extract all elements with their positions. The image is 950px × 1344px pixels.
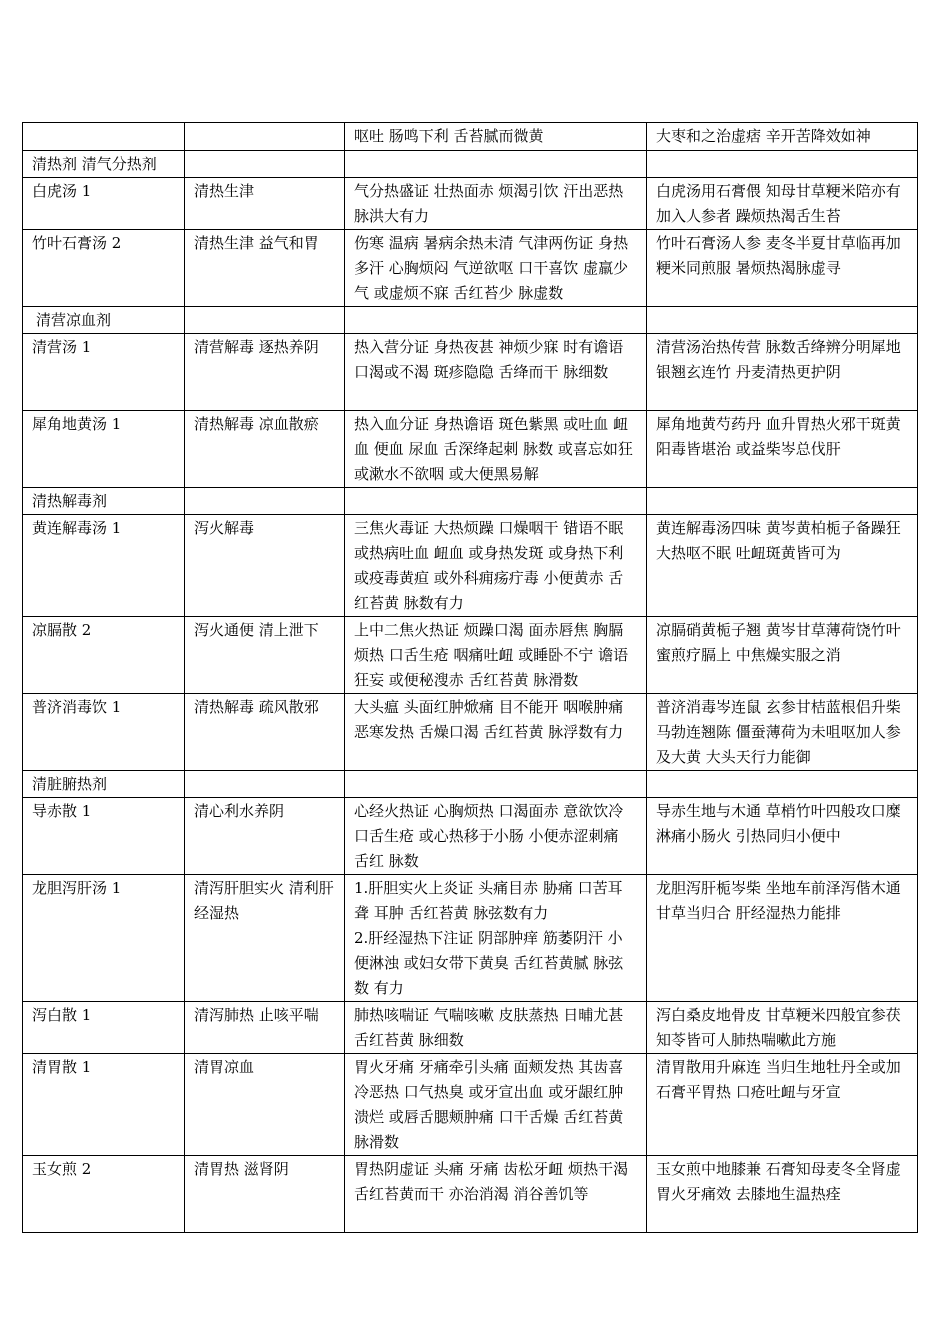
table-row xyxy=(23,875,918,1002)
formula-name-cell: 泻白散 1 xyxy=(23,1002,185,1054)
section-row xyxy=(23,488,918,515)
indication-cell: 胃火牙痛 牙痛牵引头痛 面颊发热 其齿喜冷恶热 口气热臭 或牙宣出血 或牙龈红肿溃烂 或唇舌腮颊肿痛 口干舌燥 舌红苔黄 脉滑数 xyxy=(345,1054,647,1156)
formula-name-cell: 导赤散 1 xyxy=(23,798,185,875)
formula-table xyxy=(22,122,918,1233)
function-cell: 清心利水养阴 xyxy=(185,798,345,875)
indication-cell: 胃热阴虚证 头痛 牙痛 齿松牙衄 烦热干渴 舌红苔黄而干 亦治消渴 消谷善饥等 xyxy=(345,1156,647,1233)
function-cell xyxy=(185,123,345,151)
function-cell: 清热生津 益气和胃 xyxy=(185,230,345,307)
mnemonic-cell: 清胃散用升麻连 当归生地牡丹全或加石膏平胃热 口疮吐衄与牙宣 xyxy=(647,1054,918,1156)
formula-name-cell: 玉女煎 2 xyxy=(23,1156,185,1233)
function-cell: 清胃凉血 xyxy=(185,1054,345,1156)
indication-cell: 上中二焦火热证 烦躁口渴 面赤唇焦 胸膈烦热 口舌生疮 咽痛吐衄 或睡卧不宁 谵语狂妄 或便秘溲赤 舌红苔黄 脉滑数 xyxy=(345,617,647,694)
section-row xyxy=(23,771,918,798)
indication-cell: 气分热盛证 壮热面赤 烦渴引饮 汗出恶热 脉洪大有力 xyxy=(345,178,647,230)
mnemonic-cell: 竹叶石膏汤人参 麦冬半夏甘草临再加粳米同煎服 暑烦热渴脉虚寻 xyxy=(647,230,918,307)
table-row xyxy=(23,411,918,488)
table-row xyxy=(23,617,918,694)
table-row xyxy=(23,178,918,230)
formula-name-cell: 黄连解毒汤 1 xyxy=(23,515,185,617)
mnemonic-cell: 大枣和之治虚痞 辛开苦降效如神 xyxy=(647,123,918,151)
function-cell: 清热生津 xyxy=(185,178,345,230)
function-cell: 清泻肺热 止咳平喘 xyxy=(185,1002,345,1054)
formula-name-cell: 清营汤 1 xyxy=(23,334,185,411)
formula-name-cell: 竹叶石膏汤 2 xyxy=(23,230,185,307)
indication-cell: 伤寒 温病 暑病余热未清 气津两伤证 身热多汗 心胸烦闷 气逆欲呕 口干喜饮 虚羸少气 或虚烦不寐 舌红苔少 脉虚数 xyxy=(345,230,647,307)
indication-cell: 心经火热证 心胸烦热 口渴面赤 意欲饮冷 口舌生疮 或心热移于小肠 小便赤涩刺痛 舌红 脉数 xyxy=(345,798,647,875)
table-row xyxy=(23,798,918,875)
formula-name-cell: 清胃散 1 xyxy=(23,1054,185,1156)
indication-cell: 呕吐 肠鸣下利 舌苔腻而微黄 xyxy=(345,123,647,151)
formula-name-cell: 凉膈散 2 xyxy=(23,617,185,694)
mnemonic-cell: 普济消毒岑连鼠 玄参甘桔蓝根侣升柴马勃连翘陈 僵蚕薄荷为未咀呕加人参及大黄 大头天行力能御 xyxy=(647,694,918,771)
formula-name-cell: 白虎汤 1 xyxy=(23,178,185,230)
indication-cell: 大头瘟 头面红肿焮痛 目不能开 咽喉肿痛 恶寒发热 舌燥口渴 舌红苔黄 脉浮数有力 xyxy=(345,694,647,771)
function-cell: 泻火解毒 xyxy=(185,515,345,617)
formula-name-cell: 普济消毒饮 1 xyxy=(23,694,185,771)
mnemonic-cell: 黄连解毒汤四味 黄岑黄柏栀子备躁狂大热呕不眠 吐衄斑黄皆可为 xyxy=(647,515,918,617)
indication-item: 2.肝经湿热下注证 阴部肿痒 筋萎阴汗 小便淋浊 或妇女带下黄臭 舌红苔黄腻 脉弦数 有力 xyxy=(354,929,624,997)
function-cell: 清热解毒 凉血散瘀 xyxy=(185,411,345,488)
formula-name-cell: 龙胆泻肝汤 1 xyxy=(23,875,185,1002)
formula-name-cell: 犀角地黄汤 1 xyxy=(23,411,185,488)
mnemonic-cell: 龙胆泻肝栀岑柴 坐地车前泽泻偕木通甘草当归合 肝经湿热力能排 xyxy=(647,875,918,1002)
section-title: 清热解毒剂 xyxy=(23,488,185,515)
indication-item: 1.肝胆实火上炎证 头痛目赤 胁痛 口苦耳聋 耳肿 舌红苔黄 脉弦数有力 xyxy=(354,879,623,922)
section-title: 清脏腑热剂 xyxy=(23,771,185,798)
table-row xyxy=(23,123,918,151)
table-row xyxy=(23,1156,918,1233)
indication-cell: 三焦火毒证 大热烦躁 口燥咽干 错语不眠 或热病吐血 衄血 或身热发斑 或身热下利 或疫毒黄疸 或外科痈疡疔毒 小便黄赤 舌红苔黄 脉数有力 xyxy=(345,515,647,617)
table-row xyxy=(23,694,918,771)
table-row xyxy=(23,515,918,617)
mnemonic-cell: 导赤生地与木通 草梢竹叶四般攻口糜淋痛小肠火 引热同归小便中 xyxy=(647,798,918,875)
mnemonic-cell: 凉膈硝黄栀子翘 黄岑甘草薄荷饶竹叶蜜煎疗膈上 中焦燥实服之消 xyxy=(647,617,918,694)
indication-cell xyxy=(345,875,647,1002)
function-cell: 清热解毒 疏风散邪 xyxy=(185,694,345,771)
table-row xyxy=(23,230,918,307)
indication-cell: 热入营分证 身热夜甚 神烦少寐 时有谵语 口渴或不渴 斑疹隐隐 舌绛而干 脉细数 xyxy=(345,334,647,411)
section-row xyxy=(23,307,918,334)
function-cell: 清泻肝胆实火 清利肝经湿热 xyxy=(185,875,345,1002)
section-title: 清营凉血剂 xyxy=(23,307,185,334)
function-cell: 泻火通便 清上泄下 xyxy=(185,617,345,694)
function-cell: 清营解毒 逐热养阴 xyxy=(185,334,345,411)
section-title: 清热剂 清气分热剂 xyxy=(23,151,185,178)
mnemonic-cell: 玉女煎中地膝兼 石膏知母麦冬全肾虚胃火牙痛效 去膝地生温热痊 xyxy=(647,1156,918,1233)
section-row xyxy=(23,151,918,178)
mnemonic-cell: 泻白桑皮地骨皮 甘草粳米四般宜参茯知苓皆可人肺热喘嗽此方施 xyxy=(647,1002,918,1054)
formula-name-cell xyxy=(23,123,185,151)
table-row xyxy=(23,334,918,411)
table-row xyxy=(23,1054,918,1156)
table-row xyxy=(23,1002,918,1054)
indication-cell: 肺热咳喘证 气喘咳嗽 皮肤蒸热 日晡尤甚 舌红苔黄 脉细数 xyxy=(345,1002,647,1054)
mnemonic-cell: 清营汤治热传营 脉数舌绛辨分明犀地银翘玄连竹 丹麦清热更护阴 xyxy=(647,334,918,411)
mnemonic-cell: 犀角地黄芍药丹 血升胃热火邪干斑黄阳毒皆堪治 或益柴岑总伐肝 xyxy=(647,411,918,488)
function-cell: 清胃热 滋肾阴 xyxy=(185,1156,345,1233)
indication-cell: 热入血分证 身热谵语 斑色紫黑 或吐血 衄血 便血 尿血 舌深绛起刺 脉数 或喜忘如狂 或漱水不欲咽 或大便黑易解 xyxy=(345,411,647,488)
mnemonic-cell: 白虎汤用石膏偎 知母甘草粳米陪亦有加入人参者 躁烦热渴舌生苔 xyxy=(647,178,918,230)
